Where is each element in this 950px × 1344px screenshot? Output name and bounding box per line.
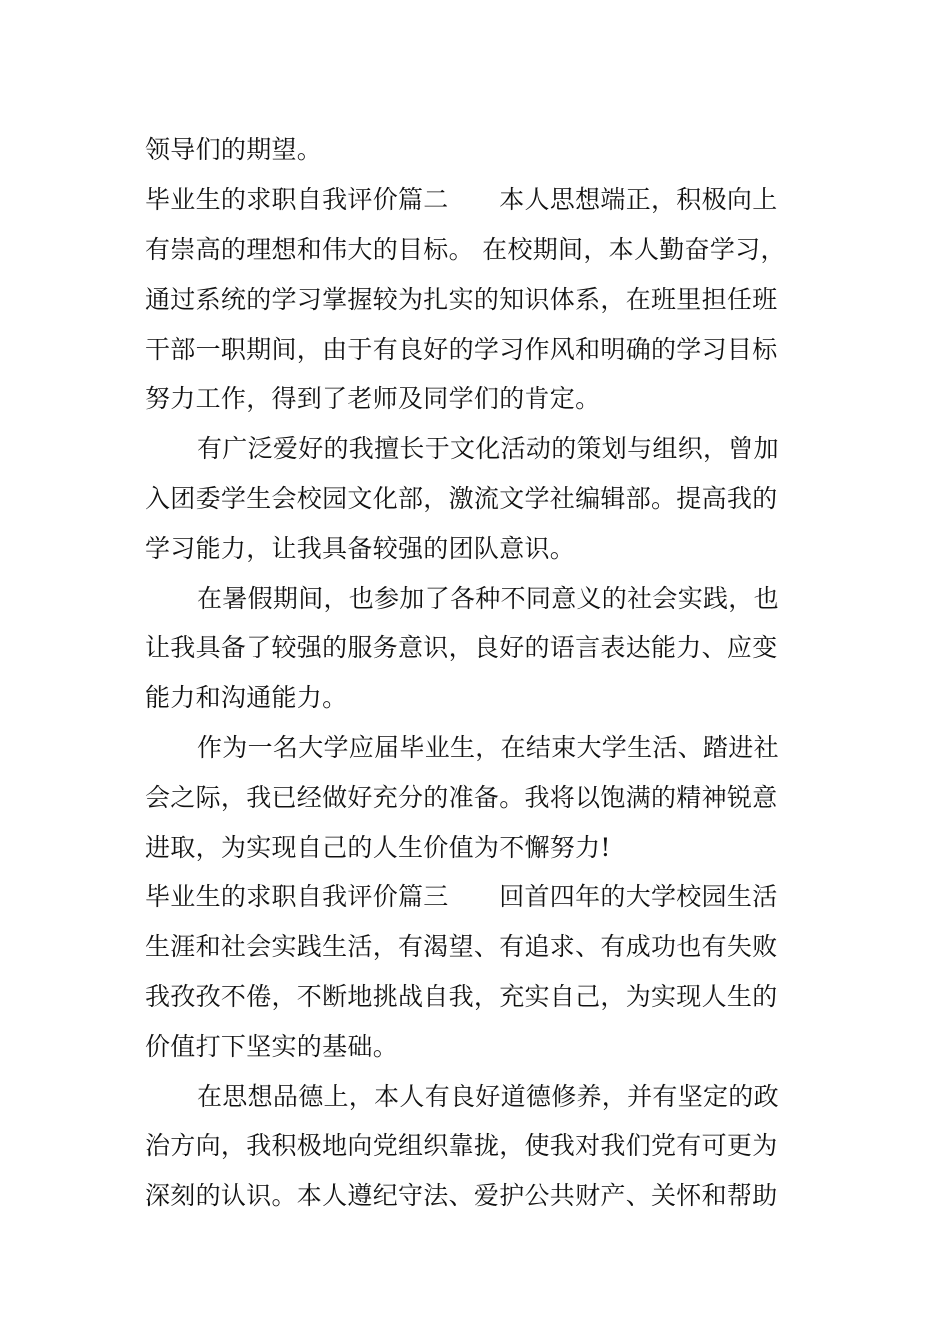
- text-line: 学习能力，让我具备较强的团队意识。: [145, 534, 576, 563]
- text-line: 深刻的认识。本人遵纪守法、爱护公共财产、关怀和帮助: [145, 1181, 778, 1210]
- text-line: 领导们的期望。: [145, 135, 323, 164]
- text-line: 有崇高的理想和伟大的目标。 在校期间，本人勤奋学习，: [145, 235, 786, 264]
- text-line: 入团委学生会校园文化部，激流文学社编辑部。提高我的: [145, 484, 778, 513]
- paragraph-start-line: 作为一名大学应届毕业生，在结束大学生活、踏进社: [197, 733, 779, 762]
- text-line: 能力和沟通能力。: [145, 683, 348, 712]
- text-line: 通过系统的学习掌握较为扎实的知识体系，在班里担任班: [145, 285, 778, 314]
- text-line: 治方向，我积极地向党组织靠拢，使我对我们党有可更为: [145, 1131, 778, 1160]
- text-line: 让我具备了较强的服务意识，良好的语言表达能力、应变: [145, 633, 778, 662]
- text-line: 进取，为实现自己的人生价值为不懈努力!: [145, 833, 611, 862]
- paragraph-start-line: 在暑假期间，也参加了各种不同意义的社会实践，也: [197, 584, 779, 613]
- section-heading-line: 毕业生的求职自我评价篇三 回首四年的大学校园生活: [145, 882, 778, 911]
- text-line: 价值打下坚实的基础。: [145, 1032, 399, 1061]
- text-line: 生涯和社会实践生活，有渴望、有追求、有成功也有失败: [145, 932, 778, 961]
- paragraph-start-line: 有广泛爱好的我擅长于文化活动的策划与组织，曾加: [197, 434, 779, 463]
- text-line: 努力工作，得到了老师及同学们的肯定。: [145, 384, 601, 413]
- text-line: 我孜孜不倦，不断地挑战自我，充实自己，为实现人生的: [145, 982, 778, 1011]
- text-line: 干部一职期间，由于有良好的学习作风和明确的学习目标: [145, 335, 778, 364]
- text-line: 会之际，我已经做好充分的准备。我将以饱满的精神锐意: [145, 783, 778, 812]
- paragraph-start-line: 在思想品德上，本人有良好道德修养，并有坚定的政: [197, 1082, 779, 1111]
- section-heading-line: 毕业生的求职自我评价篇二 本人思想端正，积极向上: [145, 185, 778, 214]
